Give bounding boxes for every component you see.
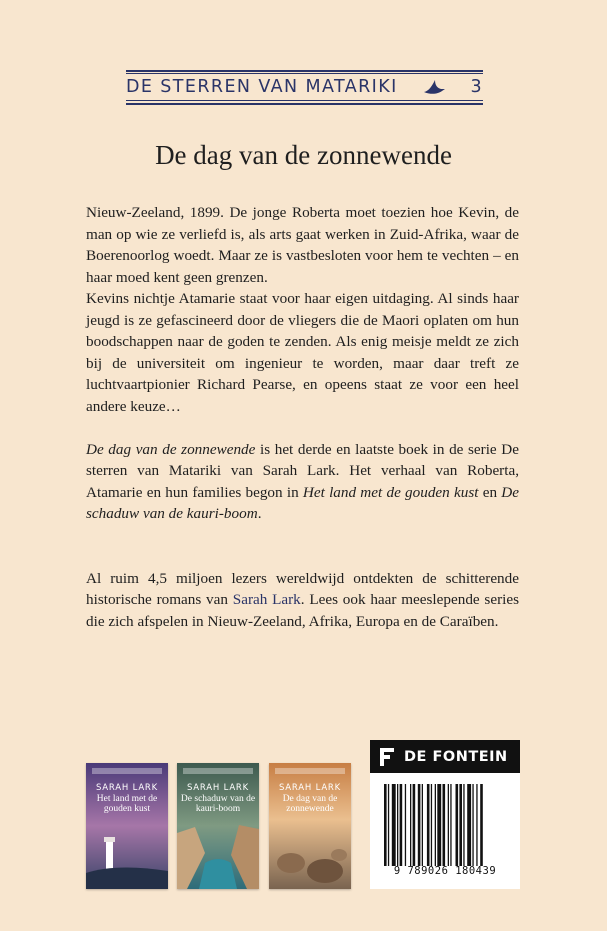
- blurb-p4-text-a: Al ruim 4,5 miljoen lezers wereldwijd ontdekten de schitterende historische romans van: [86, 569, 519, 608]
- cover-book-2: [177, 763, 259, 889]
- cover-book-1: [86, 763, 168, 889]
- cover-art-3: [269, 763, 351, 889]
- barcode-bar: [418, 784, 421, 866]
- barcode-bar: [456, 784, 459, 866]
- publisher-name: DE FONTEIN: [404, 748, 508, 765]
- barcode-bar: [450, 784, 451, 866]
- cover-3-author: SARAH LARK: [278, 783, 342, 793]
- blurb-paragraph-4: [86, 568, 519, 633]
- blurb-paragraph-1: Nieuw-Zeeland, 1899. De jonge Roberta moet toezien hoe Kevin, de man op wie ze verliefd is, als arts gaat werken in Zuid-Afrika, waar de Boerenoorlog woedt. Maar ze is vastbesloten voor hem te vechten – en haar moed kent geen grenzen.: [86, 204, 519, 286]
- series-rule-bottom: [126, 103, 483, 105]
- cover-2-strip: [183, 768, 253, 774]
- cover-art-2: [177, 763, 259, 889]
- blurb-p4-text-b: . Lees ook haar meeslepende series die zich afspelen in Nieuw-Zeeland, Afrika, Europa en de Caraïben.: [86, 591, 520, 630]
- author-name: Sarah Lark: [232, 591, 301, 608]
- cover-1-author: SARAH LARK: [95, 783, 159, 793]
- series-rule-top: [126, 70, 483, 72]
- blurb-book2-ref: De schaduw van de kauri-boom: [86, 483, 519, 522]
- barcode-bar: [400, 784, 403, 866]
- barcode-bar: [413, 784, 416, 866]
- blurb-book1-ref: Het land met de gouden kust: [302, 483, 479, 501]
- cover-1-strip: [92, 768, 162, 774]
- barcode-bar: [392, 784, 396, 866]
- cover-3-title: De dag van de zonnewende: [282, 794, 338, 814]
- barcode-bar: [397, 784, 398, 866]
- barcode-bar: [384, 784, 387, 866]
- blurb-paragraph-3: [86, 439, 519, 525]
- barcode-bar: [405, 784, 406, 866]
- cover-3-strip: [275, 768, 345, 774]
- barcode-bar: [480, 784, 483, 866]
- blurb-p3-text-c: .: [257, 505, 262, 522]
- barcode-bar: [388, 784, 389, 866]
- barcode-bar: [422, 784, 423, 866]
- cover-2-title: De schaduw van de kauri-boom: [180, 794, 256, 814]
- cover-book-3: [269, 763, 351, 889]
- blurb-p3-text-b: en: [478, 483, 502, 501]
- series-rule-top-thin: [126, 73, 483, 74]
- barcode-bar: [437, 784, 441, 866]
- series-rule-bottom-thin: [126, 100, 483, 101]
- blurb-p3-text-a: is het derde en laatste boek in de serie De sterren van Matariki van Sarah Lark. Het verhaal van Roberta, Atamarie en hun families begon in: [86, 440, 519, 501]
- fontein-logo-icon: [378, 747, 396, 767]
- barcode-bar: [472, 784, 473, 866]
- barcode-bar: [431, 784, 432, 866]
- publisher-logo-bar: [370, 740, 520, 773]
- blurb-title-ref: De dag van de zonnewende: [86, 440, 256, 458]
- publisher-block: [370, 740, 520, 889]
- barcode: [384, 784, 506, 866]
- barcode-bar: [427, 784, 430, 866]
- series-name: DE STERREN VAN MATARIKI: [126, 77, 398, 97]
- series-number: 3: [470, 77, 483, 97]
- book-title: De dag van de zonnewende: [155, 140, 452, 170]
- barcode-bar: [459, 784, 462, 866]
- barcode-bar: [467, 784, 471, 866]
- barcode-bar: [463, 784, 464, 866]
- barcode-bar: [476, 784, 477, 866]
- barcode-bar: [448, 784, 449, 866]
- barcode-bar: [443, 784, 446, 866]
- series-label: [126, 76, 483, 98]
- barcode-bar: [435, 784, 436, 866]
- cover-art-1: [86, 763, 168, 889]
- blurb: [86, 202, 519, 632]
- blurb-paragraph-2: Kevins nichtje Atamarie staat voor haar eigen uitdaging. Al sinds haar jeugd is ze gefascineerd door de vliegers die de Maori oplaten om hun boodschappen naar de goden te zenden. Als enig meisje meldt ze zich bij de universiteit om ingenieur te worden, maar daar treft ze luchtvaartpionier Richard Pearse, en opeens staat ze voor een heel andere keuze…: [86, 290, 519, 415]
- series-header: [126, 70, 483, 104]
- cover-2-author: SARAH LARK: [186, 783, 250, 793]
- barcode-bar: [410, 784, 411, 866]
- bird-icon: [422, 77, 446, 97]
- isbn-number: 9 789026 180439: [393, 865, 497, 877]
- cover-1-title: Het land met de gouden kust: [96, 794, 158, 814]
